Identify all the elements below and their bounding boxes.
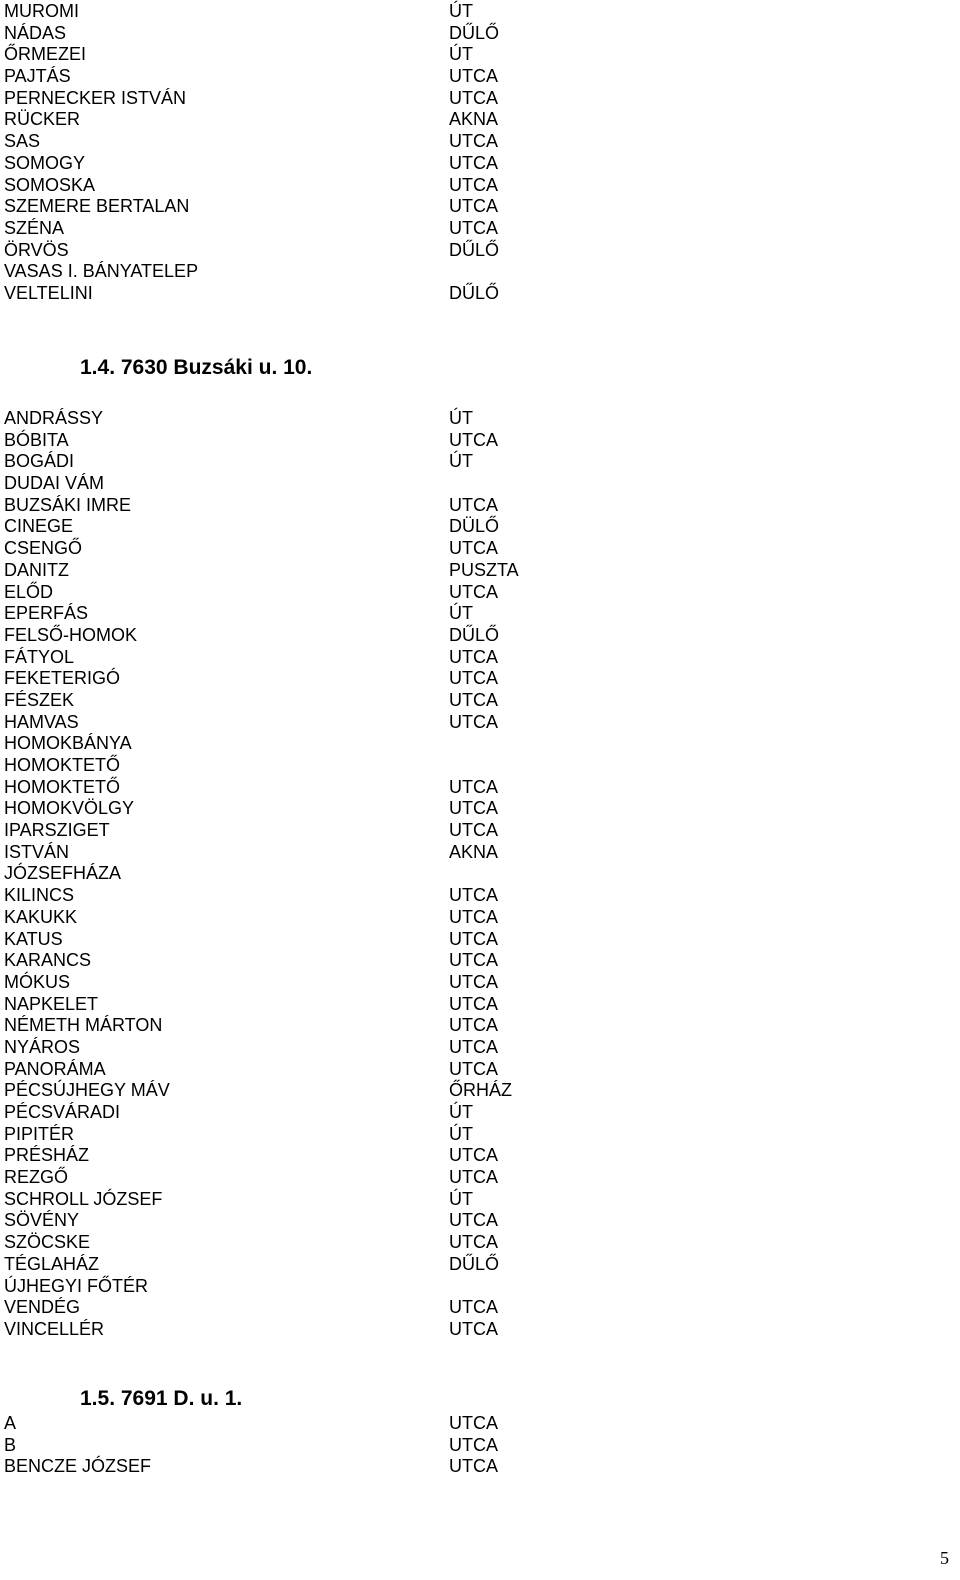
street-type: UTCA bbox=[449, 928, 498, 949]
street-type: UTCA bbox=[449, 885, 498, 906]
section-1-4-heading: 1.4. 7630 Buzsáki u. 10. bbox=[80, 356, 313, 379]
street-type: UTCA bbox=[449, 1297, 498, 1318]
street-type: AKNA bbox=[449, 109, 499, 130]
list-row bbox=[4, 153, 944, 175]
street-name: EPERFÁS bbox=[4, 603, 89, 624]
street-name: FÁTYOL bbox=[4, 646, 75, 667]
list-row bbox=[4, 261, 944, 283]
list-row bbox=[4, 408, 944, 430]
list-row bbox=[4, 1276, 944, 1298]
street-name: ANDRÁSSY bbox=[4, 408, 104, 428]
list-row bbox=[4, 1080, 944, 1102]
street-name: JÓZSEFHÁZA bbox=[4, 863, 122, 884]
street-name: TÉGLAHÁZ bbox=[4, 1253, 100, 1274]
street-name: VENDÉG bbox=[4, 1297, 81, 1318]
list-row bbox=[4, 196, 944, 218]
street-name: SOMOSKA bbox=[4, 174, 96, 195]
street-type: UTCA bbox=[449, 131, 498, 152]
street-type: ÚT bbox=[449, 451, 473, 472]
list-row bbox=[4, 1435, 944, 1457]
street-name: KAKUKK bbox=[4, 906, 78, 927]
street-type: UTCA bbox=[449, 217, 498, 238]
street-name: NAPKELET bbox=[4, 993, 99, 1014]
list-row bbox=[4, 66, 944, 88]
section-1-5-heading: 1.5. 7691 D. u. 1. bbox=[80, 1387, 243, 1410]
list-row bbox=[4, 1145, 944, 1167]
street-type: UTCA bbox=[449, 971, 498, 992]
street-type: UTCA bbox=[449, 581, 498, 602]
street-name: PANORÁMA bbox=[4, 1058, 106, 1079]
list-row bbox=[4, 929, 944, 951]
street-name: VINCELLÉR bbox=[4, 1318, 105, 1339]
street-type: ŐRHÁZ bbox=[449, 1080, 512, 1101]
street-name: HAMVAS bbox=[4, 711, 79, 732]
street-type: DŰLŐ bbox=[449, 282, 500, 303]
street-type: UTCA bbox=[449, 993, 498, 1014]
list-row bbox=[4, 109, 944, 131]
list-row bbox=[4, 451, 944, 473]
street-type: UTCA bbox=[449, 1058, 498, 1079]
street-type: UTCA bbox=[449, 174, 498, 195]
street-type: UTCA bbox=[449, 1318, 498, 1339]
street-name: SOMOGY bbox=[4, 152, 86, 173]
list-row bbox=[4, 668, 944, 690]
street-name: FELSŐ-HOMOK bbox=[4, 624, 138, 645]
list-row bbox=[4, 1102, 944, 1124]
list-row bbox=[4, 712, 944, 734]
street-type: UTCA bbox=[449, 711, 498, 732]
street-name: HOMOKTETŐ bbox=[4, 755, 120, 775]
street-name: ŐRMEZEI bbox=[4, 44, 87, 65]
list-row bbox=[4, 538, 944, 560]
list-row bbox=[4, 625, 944, 647]
street-name: A bbox=[4, 1413, 17, 1433]
street-type: UTCA bbox=[449, 429, 498, 450]
list-row bbox=[4, 1254, 944, 1276]
street-type: UTCA bbox=[449, 1232, 498, 1253]
street-type: ÚT bbox=[449, 1123, 473, 1144]
section-a-list bbox=[4, 1, 944, 305]
street-type: UTCA bbox=[449, 1434, 498, 1455]
street-type: ÚT bbox=[449, 1, 473, 21]
street-name: IPARSZIGET bbox=[4, 820, 110, 841]
street-type: UTCA bbox=[449, 196, 498, 217]
list-row bbox=[4, 690, 944, 712]
street-name: VELTELINI bbox=[4, 282, 93, 303]
street-type: UTCA bbox=[449, 689, 498, 710]
street-type: UTCA bbox=[449, 1456, 498, 1477]
list-row bbox=[4, 950, 944, 972]
street-type: UTCA bbox=[449, 1210, 498, 1231]
street-type: ÚT bbox=[449, 603, 473, 624]
list-row bbox=[4, 283, 944, 305]
street-name: SZEMERE BERTALAN bbox=[4, 196, 190, 217]
street-type: DŰLŐ bbox=[449, 239, 500, 260]
street-type: AKNA bbox=[449, 841, 499, 862]
list-row bbox=[4, 1456, 944, 1478]
street-type: UTCA bbox=[449, 950, 498, 971]
list-row bbox=[4, 560, 944, 582]
street-type: UTCA bbox=[449, 798, 498, 819]
street-name: HOMOKTETŐ bbox=[4, 776, 120, 797]
street-name: SZÉNA bbox=[4, 217, 65, 238]
list-row bbox=[4, 582, 944, 604]
list-row bbox=[4, 1, 944, 23]
street-name: BUZSÁKI IMRE bbox=[4, 494, 132, 515]
street-name: PAJTÁS bbox=[4, 66, 71, 87]
list-row bbox=[4, 972, 944, 994]
street-type: UTCA bbox=[449, 668, 498, 689]
street-type: UTCA bbox=[449, 66, 498, 87]
street-type: PUSZTA bbox=[449, 559, 519, 580]
street-type: UTCA bbox=[449, 776, 498, 797]
street-type: UTCA bbox=[449, 820, 498, 841]
list-row bbox=[4, 1124, 944, 1146]
list-row bbox=[4, 218, 944, 240]
street-type: ÚT bbox=[449, 1102, 473, 1122]
street-type: DÜLŐ bbox=[449, 516, 500, 537]
list-row bbox=[4, 44, 944, 66]
list-row bbox=[4, 842, 944, 864]
street-name: SZÖCSKE bbox=[4, 1232, 91, 1253]
street-name: NÁDAS bbox=[4, 22, 67, 43]
list-row bbox=[4, 473, 944, 495]
list-row bbox=[4, 994, 944, 1016]
list-row bbox=[4, 755, 944, 777]
street-type: ÚT bbox=[449, 1188, 473, 1209]
street-name: BOGÁDI bbox=[4, 451, 75, 472]
street-name: PÉCSÚJHEGY MÁV bbox=[4, 1080, 170, 1101]
street-name: PRÉSHÁZ bbox=[4, 1145, 90, 1166]
street-type: DŰLŐ bbox=[449, 22, 500, 43]
list-row bbox=[4, 863, 944, 885]
street-name: KARANCS bbox=[4, 950, 92, 971]
list-row bbox=[4, 1413, 944, 1435]
page-number: 5 bbox=[940, 1548, 949, 1568]
street-name: HOMOKVÖLGY bbox=[4, 798, 135, 819]
street-name: PIPITÉR bbox=[4, 1123, 75, 1144]
list-row bbox=[4, 131, 944, 153]
list-row bbox=[4, 1319, 944, 1341]
street-name: ELŐD bbox=[4, 581, 54, 602]
street-name: ÚJHEGYI FŐTÉR bbox=[4, 1275, 149, 1296]
street-name: ÖRVÖS bbox=[4, 239, 69, 260]
street-type: DŰLŐ bbox=[449, 624, 500, 645]
list-row bbox=[4, 603, 944, 625]
street-name: SAS bbox=[4, 131, 41, 152]
street-type: UTCA bbox=[449, 538, 498, 559]
list-row bbox=[4, 1015, 944, 1037]
street-type: UTCA bbox=[449, 494, 498, 515]
list-row bbox=[4, 885, 944, 907]
street-name: RÜCKER bbox=[4, 109, 81, 130]
street-name: HOMOKBÁNYA bbox=[4, 733, 132, 754]
street-name: MUROMI bbox=[4, 1, 79, 21]
street-type: UTCA bbox=[449, 1145, 498, 1166]
list-row bbox=[4, 798, 944, 820]
street-type: UTCA bbox=[449, 646, 498, 667]
list-row bbox=[4, 1232, 944, 1254]
street-type: ÚT bbox=[449, 44, 473, 65]
street-name: PÉCSVÁRADI bbox=[4, 1102, 121, 1122]
street-name: REZGŐ bbox=[4, 1167, 69, 1188]
street-name: ISTVÁN bbox=[4, 841, 70, 862]
street-name: NYÁROS bbox=[4, 1036, 81, 1057]
list-row bbox=[4, 1037, 944, 1059]
street-name: FÉSZEK bbox=[4, 689, 75, 710]
street-name: PERNECKER ISTVÁN bbox=[4, 87, 187, 108]
section-1-5-list bbox=[4, 1413, 944, 1478]
list-row bbox=[4, 1210, 944, 1232]
list-row bbox=[4, 430, 944, 452]
list-row bbox=[4, 88, 944, 110]
street-name: CSENGŐ bbox=[4, 538, 83, 559]
list-row bbox=[4, 1059, 944, 1081]
street-name: MÓKUS bbox=[4, 971, 71, 992]
street-name: SÖVÉNY bbox=[4, 1210, 80, 1231]
street-type: UTCA bbox=[449, 1015, 498, 1036]
street-name: DANITZ bbox=[4, 559, 69, 580]
list-row bbox=[4, 647, 944, 669]
street-name: CINEGE bbox=[4, 516, 74, 537]
list-row bbox=[4, 1189, 944, 1211]
street-name: SCHROLL JÓZSEF bbox=[4, 1188, 163, 1209]
street-type: UTCA bbox=[449, 1167, 498, 1188]
list-row bbox=[4, 820, 944, 842]
street-type: UTCA bbox=[449, 1036, 498, 1057]
street-type: DŰLŐ bbox=[449, 1253, 500, 1274]
street-type: UTCA bbox=[449, 87, 498, 108]
street-name: FEKETERIGÓ bbox=[4, 668, 121, 689]
list-row bbox=[4, 516, 944, 538]
section-1-4-list bbox=[4, 408, 944, 1341]
street-type: UTCA bbox=[449, 1413, 498, 1433]
street-name: B bbox=[4, 1434, 17, 1455]
street-type: UTCA bbox=[449, 152, 498, 173]
list-row bbox=[4, 733, 944, 755]
street-name: KILINCS bbox=[4, 885, 75, 906]
street-name: BENCZE JÓZSEF bbox=[4, 1456, 152, 1477]
street-name: NÉMETH MÁRTON bbox=[4, 1015, 163, 1036]
street-type: ÚT bbox=[449, 408, 473, 428]
street-name: DUDAI VÁM bbox=[4, 473, 105, 494]
street-type: UTCA bbox=[449, 906, 498, 927]
list-row bbox=[4, 23, 944, 45]
list-row bbox=[4, 175, 944, 197]
street-name: VASAS I. BÁNYATELEP bbox=[4, 261, 199, 282]
list-row bbox=[4, 777, 944, 799]
street-name: KATUS bbox=[4, 928, 63, 949]
list-row bbox=[4, 1167, 944, 1189]
list-row bbox=[4, 907, 944, 929]
list-row bbox=[4, 240, 944, 262]
list-row bbox=[4, 1297, 944, 1319]
list-row bbox=[4, 495, 944, 517]
street-name: BÓBITA bbox=[4, 429, 69, 450]
